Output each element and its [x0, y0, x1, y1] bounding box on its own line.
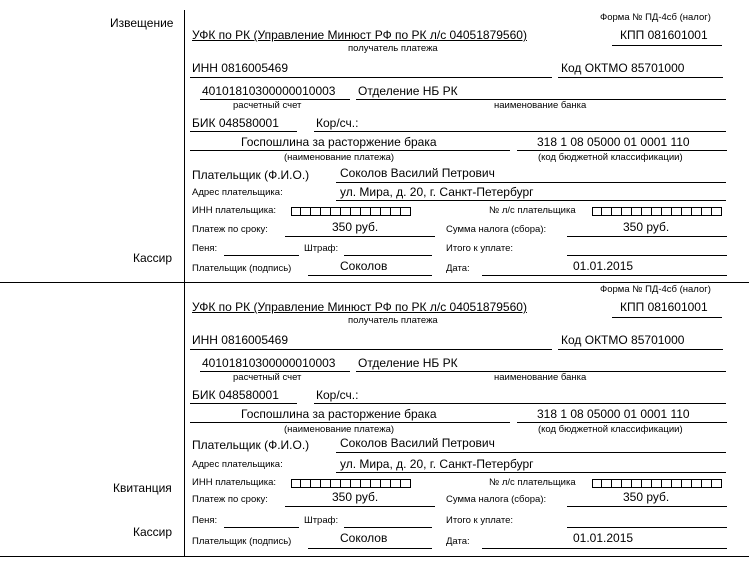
- payer-label: Плательщик (Ф.И.О.): [192, 438, 310, 452]
- kor-account: Кор/сч.:: [316, 116, 359, 130]
- ls-label: № л/с плательщика: [489, 477, 576, 488]
- bank-name: Отделение НБ РК: [358, 356, 458, 370]
- due-amount: 350 руб.: [332, 490, 379, 504]
- total-label: Итого к уплате:: [446, 515, 514, 526]
- bank-name: Отделение НБ РК: [358, 84, 458, 98]
- account-caption: расчетный счет: [233, 100, 302, 111]
- signature-label: Плательщик (подпись): [192, 536, 292, 547]
- inn: ИНН 0816005469: [192, 61, 289, 75]
- signature-label: Плательщик (подпись): [192, 263, 292, 274]
- kbk-caption: (код бюджетной классификации): [538, 152, 683, 163]
- payer-signature: Соколов: [340, 531, 388, 545]
- oktmo: Код ОКТМО 85701000: [561, 333, 685, 347]
- payer-address: ул. Мира, д. 20, г. Санкт-Петербург: [340, 457, 534, 471]
- fine-label: Штраф:: [304, 243, 339, 254]
- payment-date: 01.01.2015: [573, 259, 634, 273]
- recipient-name: УФК по РК (Управление Минюст РФ по РК л/с 04051879560): [192, 28, 527, 42]
- receipt-section: [0, 272, 749, 566]
- penalty-label: Пеня:: [192, 243, 218, 254]
- due-amount: 350 руб.: [332, 220, 379, 234]
- bank-caption: наименование банка: [494, 372, 587, 383]
- kbk: 318 1 08 05000 01 0001 110: [537, 407, 690, 421]
- due-label: Платеж по сроку:: [192, 224, 268, 235]
- tax-amount: 350 руб.: [623, 220, 670, 234]
- payer-name: Соколов Василий Петрович: [340, 166, 495, 180]
- account-number: 40101810300000010003: [202, 84, 336, 98]
- recipient-caption: получатель платежа: [348, 315, 438, 326]
- payer-label: Плательщик (Ф.И.О.): [192, 168, 310, 182]
- oktmo: Код ОКТМО 85701000: [561, 61, 685, 75]
- form-code: Форма № ПД-4сб (налог): [600, 12, 711, 23]
- ls-label: № л/с плательщика: [489, 205, 576, 216]
- account-caption: расчетный счет: [233, 372, 302, 383]
- receipt-label: Квитанция: [113, 481, 172, 495]
- kbk-caption: (код бюджетной классификации): [538, 424, 683, 435]
- notice-section: [0, 0, 749, 282]
- bik: БИК 048580001: [192, 388, 279, 402]
- date-label: Дата:: [446, 536, 470, 547]
- kor-account: Кор/сч.:: [316, 388, 359, 402]
- kpp: КПП 081601001: [620, 300, 708, 314]
- payment-date: 01.01.2015: [573, 531, 634, 545]
- address-label: Адрес плательщика:: [192, 187, 283, 198]
- payment-name-caption: (наименование платежа): [284, 152, 395, 163]
- form-code: Форма № ПД-4сб (налог): [600, 284, 711, 295]
- tax-label: Сумма налога (сбора):: [446, 494, 547, 505]
- payment-name: Госпошлина за расторжение брака: [241, 135, 437, 149]
- recipient-caption: получатель платежа: [348, 43, 438, 54]
- recipient-name: УФК по РК (Управление Минюст РФ по РК л/с 04051879560): [192, 300, 527, 314]
- payer-inn-cells: [291, 207, 411, 216]
- ls-cells: [592, 207, 722, 216]
- payer-inn-label: ИНН плательщика:: [192, 477, 277, 488]
- cashier-label-top: Кассир: [133, 251, 173, 265]
- total-label: Итого к уплате:: [446, 243, 514, 254]
- payer-signature: Соколов: [340, 259, 388, 273]
- tax-label: Сумма налога (сбора):: [446, 224, 547, 235]
- address-label: Адрес плательщика:: [192, 459, 283, 470]
- bank-caption: наименование банка: [494, 100, 587, 111]
- payment-name-caption: (наименование платежа): [284, 424, 395, 435]
- payer-inn-label: ИНН плательщика:: [192, 205, 277, 216]
- fine-label: Штраф:: [304, 515, 339, 526]
- account-number: 40101810300000010003: [202, 356, 336, 370]
- kpp: КПП 081601001: [620, 28, 708, 42]
- ls-cells: [592, 479, 722, 488]
- payer-address: ул. Мира, д. 20, г. Санкт-Петербург: [340, 185, 534, 199]
- payer-inn-cells: [291, 479, 411, 488]
- due-label: Платеж по сроку:: [192, 494, 268, 505]
- bik: БИК 048580001: [192, 116, 279, 130]
- payer-name: Соколов Василий Петрович: [340, 436, 495, 450]
- penalty-label: Пеня:: [192, 515, 218, 526]
- notice-label: Извещение: [110, 16, 174, 30]
- kbk: 318 1 08 05000 01 0001 110: [537, 135, 690, 149]
- inn: ИНН 0816005469: [192, 333, 289, 347]
- cashier-label-bottom: Кассир: [133, 525, 173, 539]
- payment-name: Госпошлина за расторжение брака: [241, 407, 437, 421]
- tax-amount: 350 руб.: [623, 490, 670, 504]
- bottom-border: [0, 556, 749, 557]
- date-label: Дата:: [446, 263, 470, 274]
